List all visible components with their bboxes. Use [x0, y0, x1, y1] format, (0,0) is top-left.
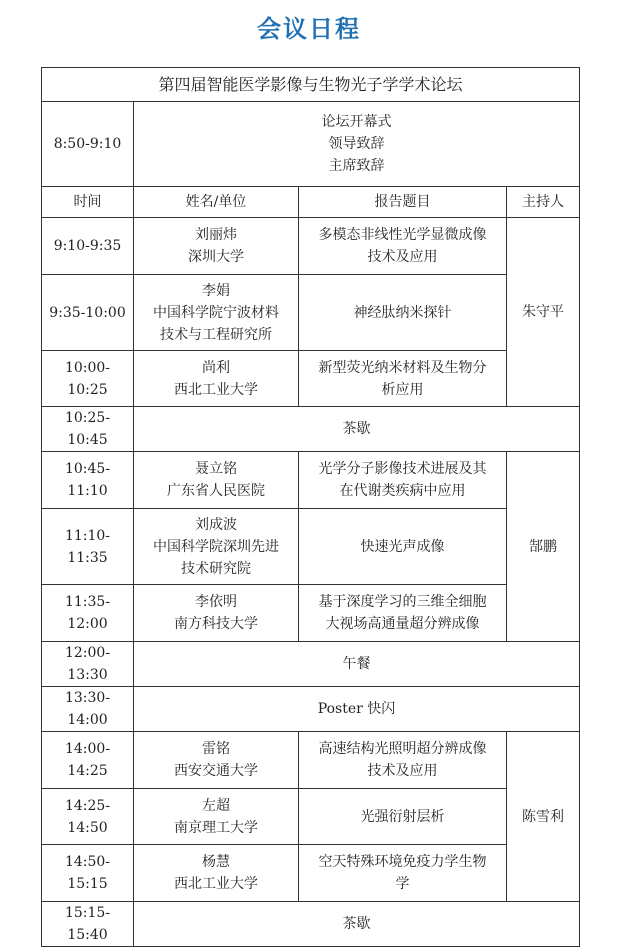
speaker-org: 西北工业大学 [174, 381, 258, 398]
talk-topic-line: 神经肽纳米探针 [353, 304, 452, 321]
speaker-name: 雷铭 [202, 741, 230, 757]
speaker-cell [134, 789, 299, 845]
session-host: 朱守平 [507, 218, 580, 407]
talk-topic-line: 光强衍射层析 [360, 808, 445, 825]
slot-time: 9:10-9:35 [42, 218, 134, 275]
speaker-cell [134, 452, 299, 509]
talk-topic-line: 光学分子影像技术进展及其 [318, 461, 487, 477]
slot-time: 12:00-13:30 [42, 642, 134, 687]
slot-time: 14:50-15:15 [42, 845, 134, 902]
speaker-name: 刘成波 [195, 516, 237, 533]
table-row [42, 732, 580, 789]
talk-topic [299, 218, 507, 275]
table-row [42, 351, 580, 407]
table-row [42, 845, 580, 902]
opening-row [42, 102, 580, 187]
talk-topic-line: 学 [395, 876, 410, 892]
talk-topic [299, 351, 507, 407]
speaker-org: 广东省人民医院 [167, 483, 265, 499]
lunch-label: 午餐 [134, 642, 580, 687]
speaker-org: 南京理工大学 [174, 819, 258, 836]
talk-topic-line: 新型荧光纳米材料及生物分 [318, 359, 487, 376]
forum-title-row [42, 68, 580, 102]
speaker-org: 西安交通大学 [174, 763, 258, 779]
speaker-name: 李娟 [202, 282, 230, 299]
page-title: 会议日程 [257, 15, 361, 43]
speaker-org: 中国科学院宁波材料 [153, 304, 279, 321]
poster-label: Poster 快闪 [134, 687, 580, 732]
speaker-org: 深圳大学 [188, 249, 244, 265]
slot-time: 11:10-11:35 [42, 509, 134, 585]
slot-time: 10:25-10:45 [42, 407, 134, 452]
speaker-cell [134, 585, 299, 642]
poster-row [42, 687, 580, 732]
slot-time: 14:00-14:25 [42, 732, 134, 789]
speaker-name: 李依明 [195, 594, 237, 610]
header-name: 姓名/单位 [134, 187, 299, 218]
slot-time: 9:35-10:00 [42, 275, 134, 351]
session-host: 陈雪利 [507, 732, 580, 902]
speaker-org: 西北工业大学 [174, 876, 258, 892]
break-label: 茶歇 [134, 407, 580, 452]
talk-topic-line: 空天特殊环境免疫力学生物 [318, 854, 487, 870]
speaker-cell [134, 509, 299, 585]
speaker-name: 左超 [202, 797, 230, 814]
talk-topic-line: 在代谢类疾病中应用 [339, 483, 466, 499]
slot-time: 15:15-15:40 [42, 902, 134, 947]
talk-topic-line: 高速结构光照明超分辨成像 [318, 741, 487, 757]
header-time: 时间 [42, 187, 134, 218]
slot-time: 13:30-14:00 [42, 687, 134, 732]
talk-topic [299, 452, 507, 509]
slot-time: 14:25-14:50 [42, 789, 134, 845]
speaker-name: 杨慧 [202, 854, 230, 870]
schedule-table-container [41, 67, 579, 947]
opening-line: 论坛开幕式 [321, 114, 392, 130]
talk-topic [299, 509, 507, 585]
speaker-cell [134, 845, 299, 902]
opening-program [134, 102, 580, 187]
table-row [42, 452, 580, 509]
table-row [42, 789, 580, 845]
speaker-cell [134, 732, 299, 789]
talk-topic [299, 732, 507, 789]
talk-topic-line: 大视场高通量超分辨成像 [325, 616, 480, 632]
forum-title: 第四届智能医学影像与生物光子学学术论坛 [42, 68, 580, 102]
speaker-cell [134, 351, 299, 407]
speaker-cell [134, 275, 299, 351]
talk-topic-line: 技术及应用 [367, 763, 438, 779]
opening-line: 领导致辞 [328, 136, 385, 152]
speaker-org: 南方科技大学 [174, 616, 258, 632]
speaker-name: 刘丽炜 [195, 227, 237, 243]
header-row [42, 187, 580, 218]
table-row [42, 585, 580, 642]
table-row [42, 509, 580, 585]
talk-topic [299, 845, 507, 902]
talk-topic-line: 基于深度学习的三维全细胞 [318, 594, 487, 610]
speaker-org: 技术与工程研究所 [160, 326, 272, 343]
speaker-name: 尚利 [202, 359, 230, 376]
talk-topic-line: 析应用 [381, 381, 424, 398]
opening-line: 主席致辞 [328, 158, 385, 174]
slot-time: 10:00-10:25 [42, 351, 134, 407]
break-row [42, 902, 580, 947]
session-host: 郜鹏 [507, 452, 580, 642]
break-row [42, 407, 580, 452]
talk-topic-line: 快速光声成像 [360, 538, 445, 555]
slot-time: 10:45-11:10 [42, 452, 134, 509]
speaker-org: 技术研究院 [181, 560, 251, 577]
table-row [42, 275, 580, 351]
talk-topic-line: 技术及应用 [367, 249, 438, 265]
speaker-org: 中国科学院深圳先进 [153, 538, 279, 555]
table-row [42, 218, 580, 275]
header-topic: 报告题目 [299, 187, 507, 218]
speaker-name: 聂立铭 [195, 461, 237, 477]
talk-topic [299, 275, 507, 351]
talk-topic [299, 585, 507, 642]
opening-time: 8:50-9:10 [42, 102, 134, 187]
lunch-row [42, 642, 580, 687]
schedule-table [41, 67, 580, 947]
slot-time: 11:35-12:00 [42, 585, 134, 642]
talk-topic-line: 多模态非线性光学显微成像 [318, 227, 487, 243]
speaker-cell [134, 218, 299, 275]
talk-topic [299, 789, 507, 845]
break-label: 茶歇 [134, 902, 580, 947]
header-host: 主持人 [507, 187, 580, 218]
